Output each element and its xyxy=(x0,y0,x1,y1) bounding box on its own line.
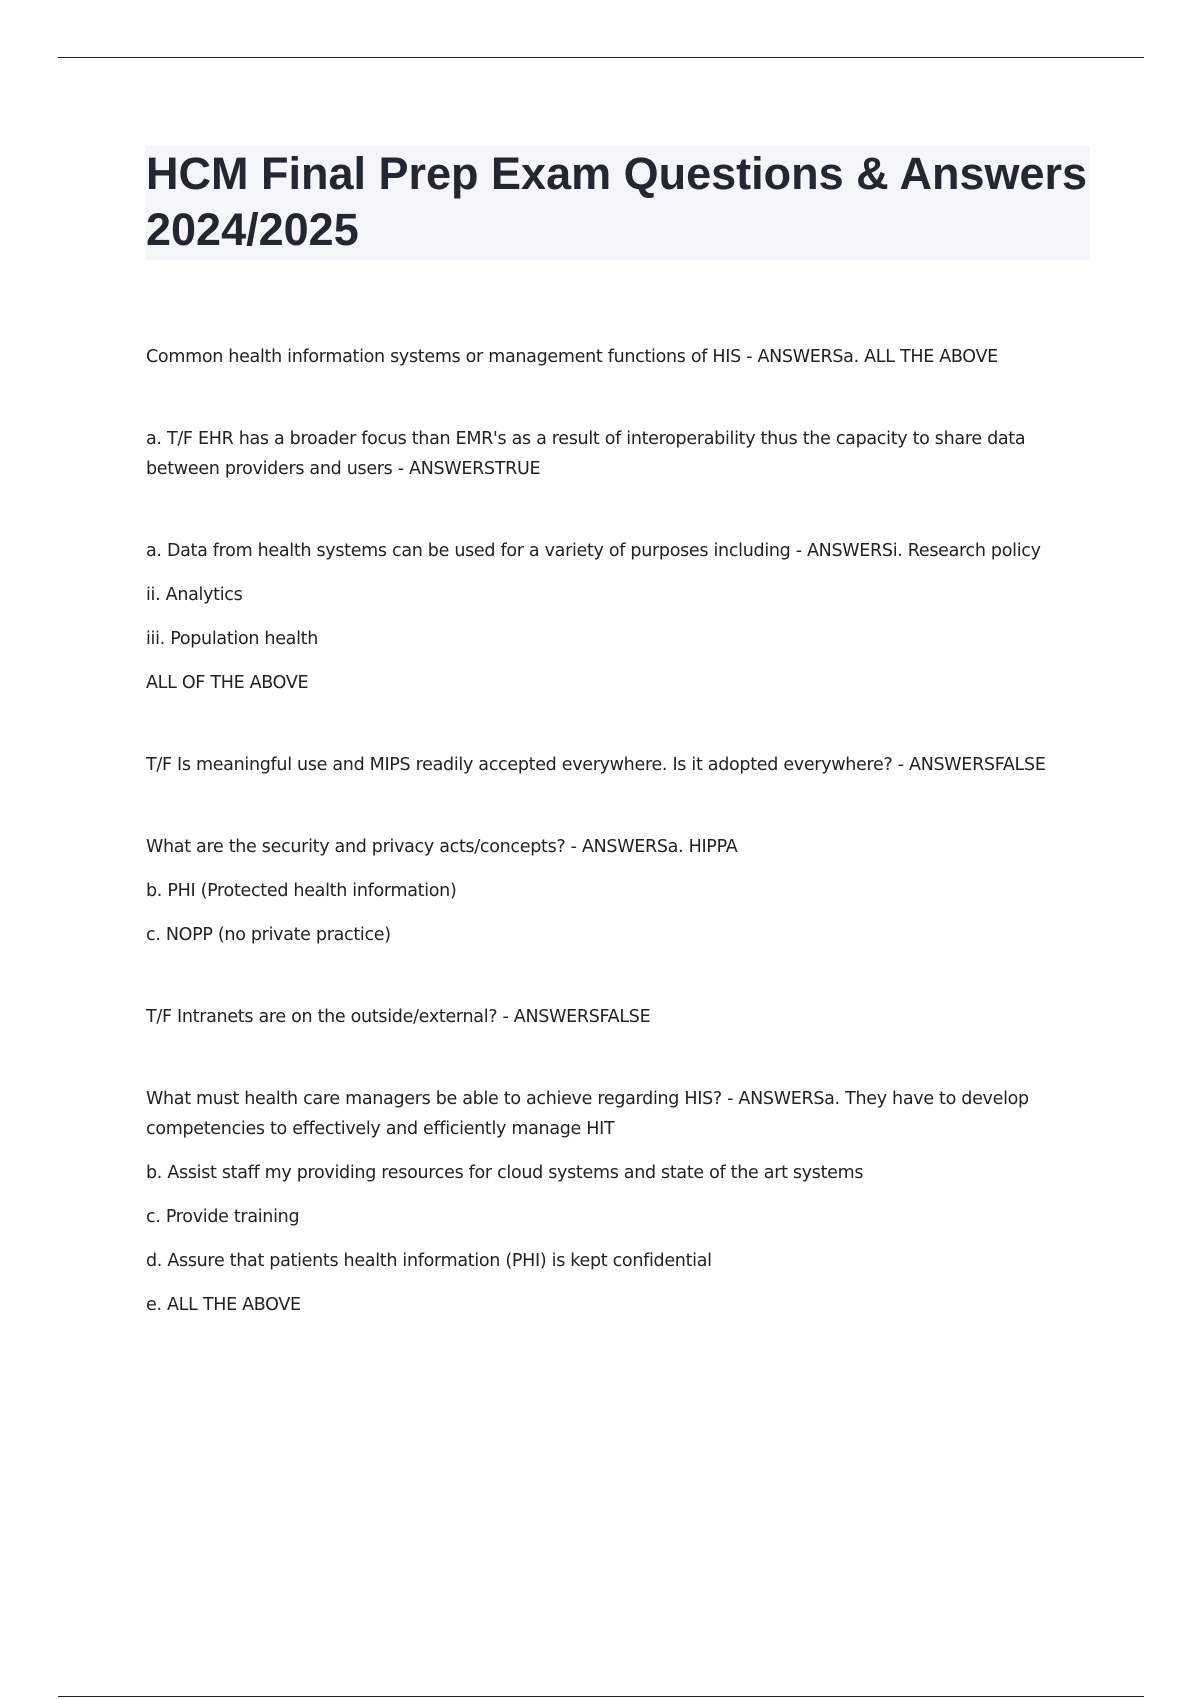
qa-line: d. Assure that patients health information (PHI) is kept confidential xyxy=(146,1251,712,1271)
qa-entry xyxy=(146,342,1090,372)
qa-entry xyxy=(146,536,1090,698)
document-body xyxy=(146,146,1090,1372)
qa-line: b. PHI (Protected health information) xyxy=(146,881,457,901)
qa-line: iii. Population health xyxy=(146,629,319,649)
qa-line: What are the security and privacy acts/concepts? - ANSWERSa. HIPPA xyxy=(146,837,738,857)
qa-line: c. NOPP (no private practice) xyxy=(146,925,391,945)
page-bottom-rule xyxy=(58,1696,1144,1697)
qa-entry xyxy=(146,832,1090,950)
title-banner xyxy=(146,146,1090,260)
qa-line: What must health care managers be able to achieve regarding HIS? - ANSWERSa. They have to develop competencies to effectively and efficiently manage HIT xyxy=(146,1089,1029,1139)
qa-line: Common health information systems or management functions of HIS - ANSWERSa. ALL THE ABOVE xyxy=(146,347,998,367)
page-top-rule xyxy=(58,57,1144,58)
qa-list xyxy=(146,342,1090,1320)
qa-line: a. T/F EHR has a broader focus than EMR's as a result of interoperability thus the capacity to share data between providers and users - ANSWERSTRUE xyxy=(146,429,1026,479)
qa-line: ALL OF THE ABOVE xyxy=(146,673,309,693)
qa-line: T/F Intranets are on the outside/external? - ANSWERSFALSE xyxy=(146,1007,651,1027)
qa-entry xyxy=(146,750,1090,780)
qa-line: a. Data from health systems can be used for a variety of purposes including - ANSWERSi. Research policy xyxy=(146,541,1041,561)
qa-entry xyxy=(146,1084,1090,1320)
qa-line: ii. Analytics xyxy=(146,585,243,605)
qa-entry xyxy=(146,424,1090,484)
qa-line: e. ALL THE ABOVE xyxy=(146,1295,301,1315)
document-title: HCM Final Prep Exam Questions & Answers 2024/2025 xyxy=(146,148,1088,255)
qa-line: b. Assist staff my providing resources for cloud systems and state of the art systems xyxy=(146,1163,864,1183)
qa-line: T/F Is meaningful use and MIPS readily accepted everywhere. Is it adopted everywhere? - ANSWERSFALSE xyxy=(146,755,1046,775)
qa-line: c. Provide training xyxy=(146,1207,300,1227)
qa-entry xyxy=(146,1002,1090,1032)
